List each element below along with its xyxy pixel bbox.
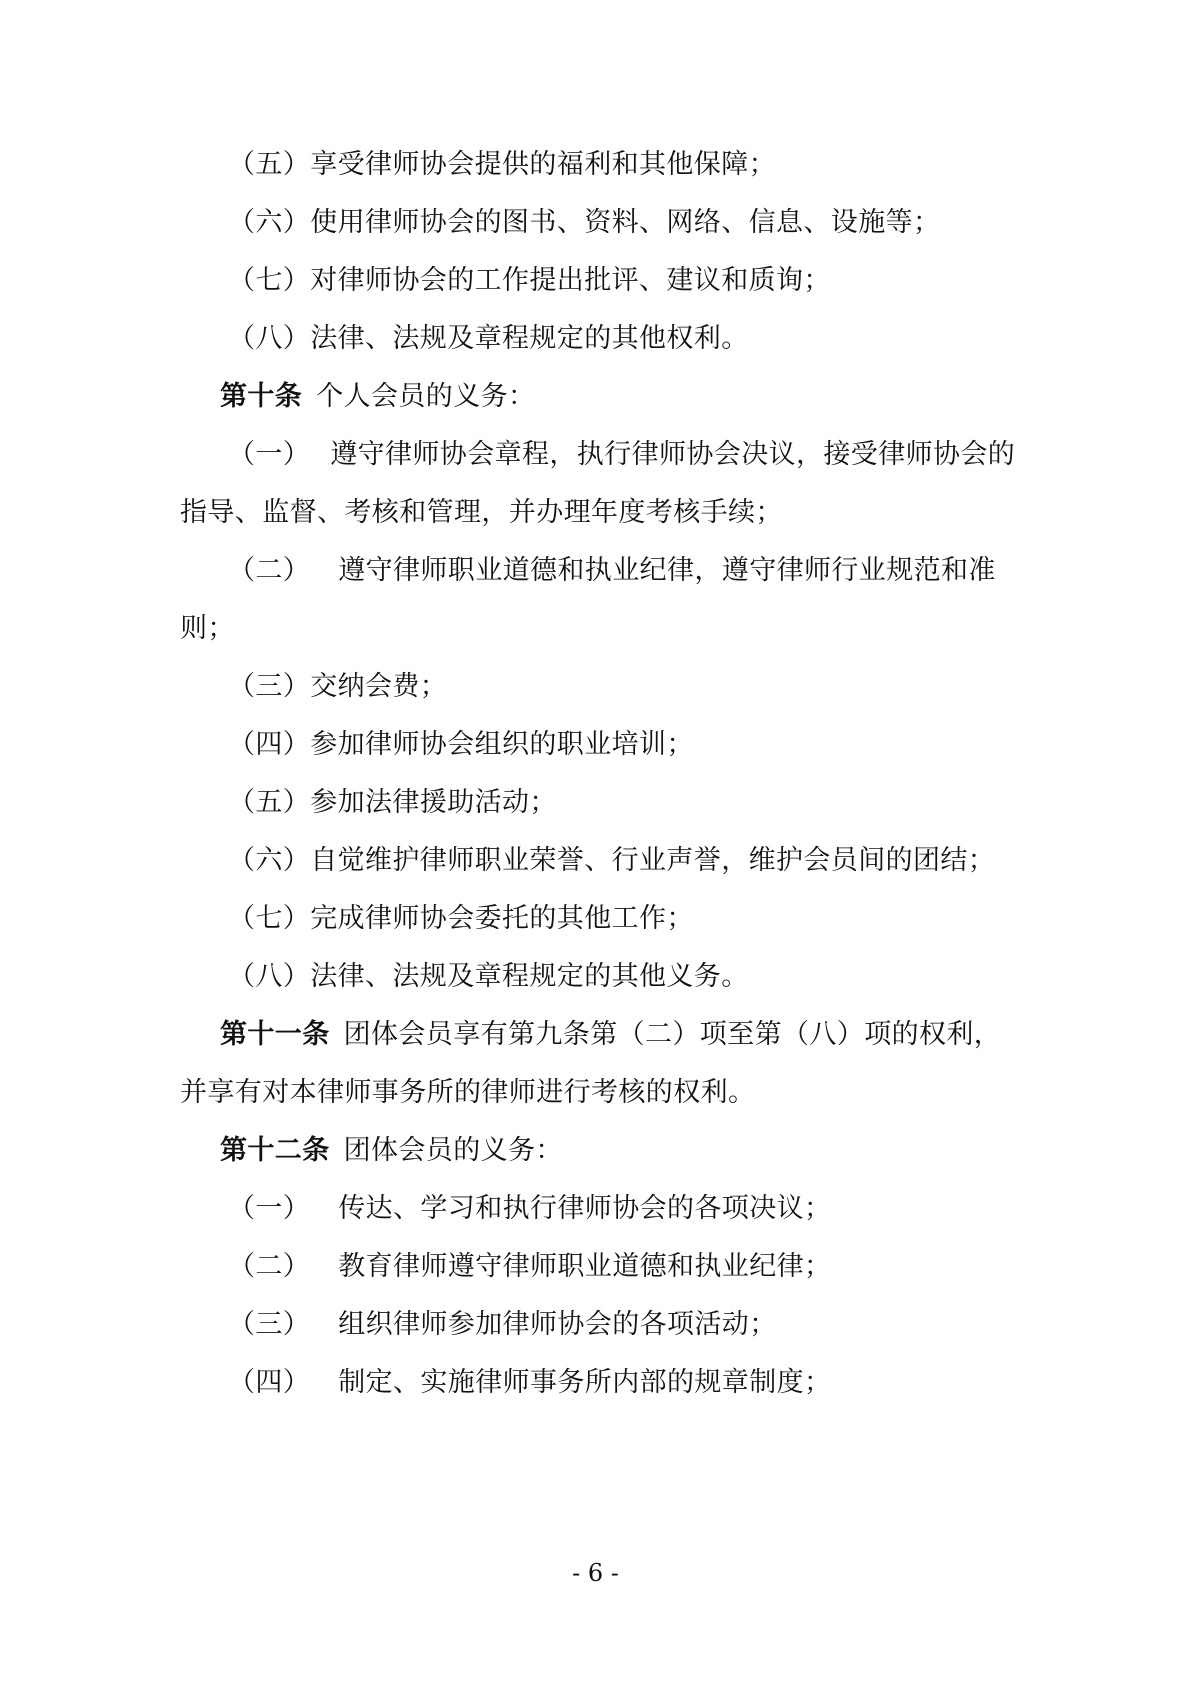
article-number: 第十条: [220, 381, 303, 412]
item-label: （五）: [228, 787, 311, 818]
item-7-duties: [228, 902, 694, 936]
item-text: 制定、实施律师事务所内部的规章制度；: [338, 1367, 832, 1398]
item-3-group-duties: [228, 1308, 777, 1342]
item-label: （八）: [228, 961, 311, 992]
item-text: 对律师协会的工作提出批评、建议和质询；: [310, 265, 831, 296]
item-2-group-duties: [228, 1250, 831, 1284]
item-label: （四）: [228, 1367, 311, 1398]
item-label: （五）: [228, 149, 311, 180]
item-5-duties: [228, 786, 557, 820]
item-label: （三）: [228, 1309, 311, 1340]
item-text: 组织律师参加律师协会的各项活动；: [338, 1309, 777, 1340]
item-label: （二）: [228, 555, 311, 586]
item-6-rights: [228, 206, 940, 240]
article-11: [220, 1018, 1001, 1052]
item-label: （八）: [228, 323, 311, 354]
article-text: 团体会员享有第九条第（二）项至第（八）项的权利，: [343, 1019, 1002, 1050]
item-2-duties: [228, 554, 996, 588]
item-text: 遵守律师协会章程，执行律师协会决议，接受律师协会的: [330, 439, 1016, 470]
article-10: [220, 380, 535, 414]
article-text: 个人会员的义务：: [316, 381, 536, 412]
item-2-duties-continued: [180, 612, 235, 646]
item-label: （一）: [228, 1193, 311, 1224]
item-4-group-duties: [228, 1366, 831, 1400]
item-1-group-duties: [228, 1192, 831, 1226]
article-11-continued: [180, 1076, 755, 1110]
article-12: [220, 1134, 563, 1168]
item-text: 法律、法规及章程规定的其他义务。: [310, 961, 749, 992]
item-4-duties: [228, 728, 694, 762]
article-number: 第十二条: [220, 1135, 330, 1166]
article-text: 团体会员的义务：: [343, 1135, 563, 1166]
item-text: 遵守律师职业道德和执业纪律，遵守律师行业规范和准: [338, 555, 996, 586]
item-3-duties: [228, 670, 447, 704]
item-text: 使用律师协会的图书、资料、网络、信息、设施等；: [310, 207, 941, 238]
item-7-rights: [228, 264, 831, 298]
item-text: 教育律师遵守律师职业道德和执业纪律；: [338, 1251, 832, 1282]
item-1-duties: [228, 438, 1015, 472]
item-text: 交纳会费；: [310, 671, 448, 702]
item-text: 享受律师协会提供的福利和其他保障；: [310, 149, 777, 180]
item-8-rights: [228, 322, 749, 356]
item-label: （二）: [228, 1251, 311, 1282]
item-label: （四）: [228, 729, 311, 760]
item-label: （一）: [228, 439, 311, 470]
item-text: 指导、监督、考核和管理，并办理年度考核手续；: [180, 497, 783, 528]
item-text: 参加法律援助活动；: [310, 787, 557, 818]
item-8-duties: [228, 960, 749, 994]
article-number: 第十一条: [220, 1019, 330, 1050]
item-text: 传达、学习和执行律师协会的各项决议；: [338, 1193, 832, 1224]
item-5-rights: [228, 148, 776, 182]
article-text: 并享有对本律师事务所的律师进行考核的权利。: [180, 1077, 756, 1108]
item-label: （七）: [228, 265, 311, 296]
item-text: 则；: [180, 613, 235, 644]
item-text: 法律、法规及章程规定的其他权利。: [310, 323, 749, 354]
item-text: 自觉维护律师职业荣誉、行业声誉，维护会员间的团结；: [310, 845, 996, 876]
item-6-duties: [228, 844, 995, 878]
item-text: 参加律师协会组织的职业培训；: [310, 729, 694, 760]
page-number: - 6 -: [572, 1559, 619, 1587]
item-label: （七）: [228, 903, 311, 934]
item-label: （六）: [228, 845, 311, 876]
item-label: （六）: [228, 207, 311, 238]
item-text: 完成律师协会委托的其他工作；: [310, 903, 694, 934]
item-1-duties-continued: [180, 496, 783, 530]
item-label: （三）: [228, 671, 311, 702]
